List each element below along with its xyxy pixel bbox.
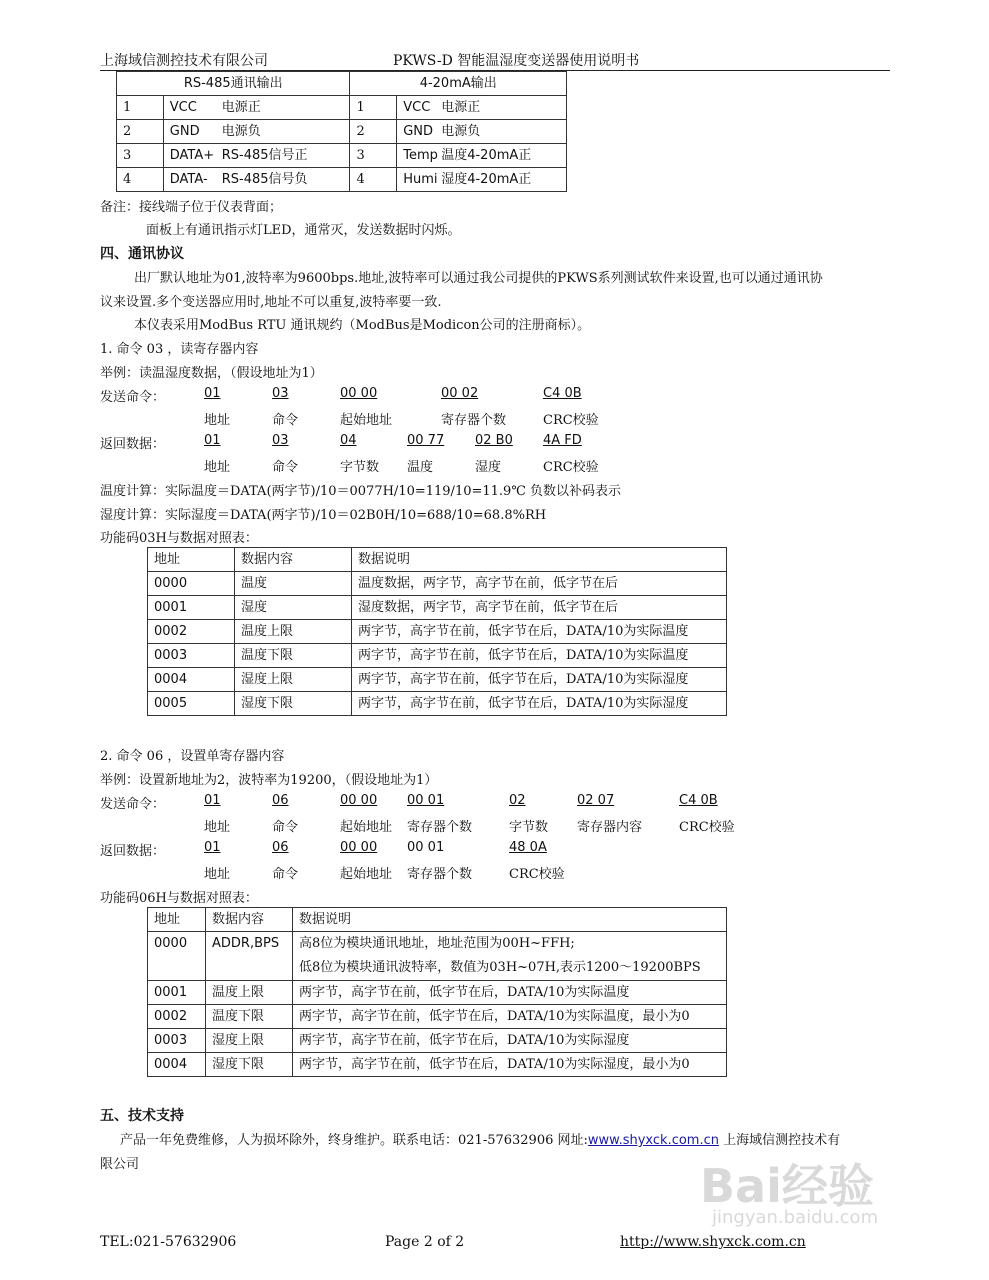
cmd06-send-byte: 01 (204, 793, 221, 808)
cmd06-recv-byte: 01 (204, 840, 221, 855)
cmd06-recv-byte: 00 01 (407, 840, 445, 855)
cmd06-send-byte: 02 07 (577, 793, 615, 808)
func06-table (147, 907, 727, 1077)
cmd06-recv-label: 返回数据： (100, 844, 166, 859)
table-row: 0000 ADDR,BPS 高8位为模块通讯地址，地址范围为00H~FFH; 低8位为模块通讯波特率，数值为03H~07H,表示1200～19200BPS (148, 932, 727, 981)
table-row: 0003 温度下限 两字节，高字节在前，低字节在后，DATA/10为实际温度 (148, 644, 727, 668)
cmd03-send-byte: 00 02 (441, 386, 479, 401)
table-row: 0001 温度上限 两字节，高字节在前，低字节在后，DATA/10为实际温度 (148, 981, 727, 1005)
cmd06-send-byte: 00 00 (340, 793, 378, 808)
pin-number: 3 (350, 144, 397, 168)
cmd03-send-desc: 命令 (272, 413, 299, 428)
cmd03-send-desc: 地址 (204, 413, 231, 428)
support-paragraph: 产品一年免费维修，人为损坏除外，终身维护。联系电话：021-57632906 网址:www.shyxck.com.cn 上海域信测控技术有 (120, 1133, 841, 1148)
pin-number: 1 (117, 96, 164, 120)
table-row (117, 120, 567, 144)
pin-number: 4 (117, 168, 164, 192)
pin-signal: VCC 电源正 (163, 96, 350, 120)
col-header: 数据说明 (293, 908, 727, 932)
pin-signal: DATA+ RS-485信号正 (163, 144, 350, 168)
pin-number: 1 (350, 96, 397, 120)
cmd03-recv-desc: CRC校验 (543, 460, 599, 475)
cmd06-send-desc: 命令 (272, 820, 299, 835)
cmd03-recv-byte: 02 B0 (475, 433, 513, 448)
pin-signal: DATA- RS-485信号负 (163, 168, 350, 192)
footer-url[interactable]: http://www.shyxck.com.cn (620, 1234, 806, 1250)
table-row: 0004 湿度上限 两字节，高字节在前，低字节在后，DATA/10为实际湿度 (148, 668, 727, 692)
table03-title: 功能码03H与数据对照表： (100, 531, 258, 546)
pin-signal: Humi 湿度4-20mA正 (397, 168, 567, 192)
cmd03-recv-byte: 4A FD (543, 433, 582, 448)
cmd06-recv-byte: 06 (272, 840, 289, 855)
col-header: 数据说明 (352, 548, 727, 572)
cmd06-recv-desc: 寄存器个数 (407, 867, 473, 882)
website-link[interactable]: www.shyxck.com.cn (587, 1133, 719, 1148)
cmd06-recv-desc: CRC校验 (509, 867, 565, 882)
cmd06-send-desc: 字节数 (509, 820, 549, 835)
pin-signal: GND 电源负 (163, 120, 350, 144)
desc-line: 低8位为模块通讯波特率，数值为03H~07H,表示1200～19200BPS (299, 960, 701, 975)
pin-signal: GND 电源负 (397, 120, 567, 144)
cmd03-send-byte: 03 (272, 386, 289, 401)
pin-number: 4 (350, 168, 397, 192)
baidu-watermark-domain: jingyan.baidu.com (712, 1207, 879, 1228)
cmd03-recv-desc: 湿度 (475, 460, 502, 475)
cmd03-send-byte: 01 (204, 386, 221, 401)
pin-number: 2 (350, 120, 397, 144)
temp-calc: 温度计算：实际温度＝DATA(两字节)/10＝0077H/10=119/10=11.9℃ 负数以补码表示 (100, 484, 621, 499)
pin-signal: VCC 电源正 (397, 96, 567, 120)
table-row: 0002 温度上限 两字节，高字节在前，低字节在后，DATA/10为实际温度 (148, 620, 727, 644)
cmd06-title: 2. 命令 06 ，设置单寄存器内容 (100, 749, 285, 764)
table-row: 0005 湿度下限 两字节，高字节在前，低字节在后，DATA/10为实际湿度 (148, 692, 727, 716)
table-row (117, 168, 567, 192)
cmd06-recv-desc: 地址 (204, 867, 231, 882)
cmd06-send-byte: 02 (509, 793, 526, 808)
cmd03-recv-byte: 04 (340, 433, 357, 448)
header-company: 上海域信测控技术有限公司 (100, 53, 268, 69)
cmd06-send-desc: CRC校验 (679, 820, 735, 835)
cmd06-send-byte: 00 01 (407, 793, 445, 808)
section5-title: 五、技术支持 (100, 1108, 184, 1124)
table06-title: 功能码06H与数据对照表： (100, 891, 258, 906)
pin-number: 3 (117, 144, 164, 168)
cmd03-title: 1. 命令 03 ，读寄存器内容 (100, 342, 259, 357)
cmd03-send-desc: 起始地址 (340, 413, 393, 428)
cmd03-recv-byte: 03 (272, 433, 289, 448)
cmd03-recv-desc: 地址 (204, 460, 231, 475)
cmd06-send-desc: 起始地址 (340, 820, 393, 835)
cmd06-recv-desc: 起始地址 (340, 867, 393, 882)
cmd06-example: 举例：设置新地址为2，波特率为19200，（假设地址为1） (100, 773, 438, 788)
cmd03-recv-desc: 字节数 (340, 460, 380, 475)
desc-line: 高8位为模块通讯地址，地址范围为00H~FFH; (299, 936, 575, 951)
protocol-paragraph-1a: 出厂默认地址为01,波特率为9600bps.地址,波特率可以通过我公司提供的PKWS系列测试软件来设置,也可以通过通讯协 (134, 271, 823, 286)
footer-page-number: Page 2 of 2 (385, 1234, 465, 1250)
cmd03-send-desc: 寄存器个数 (441, 413, 507, 428)
cmd06-recv-byte: 48 0A (509, 840, 547, 855)
cmd06-send-desc: 地址 (204, 820, 231, 835)
note-line-1: 备注：接线端子位于仪表背面； (100, 200, 283, 215)
cmd03-recv-desc: 温度 (407, 460, 434, 475)
cmd06-recv-desc: 命令 (272, 867, 299, 882)
table-row: 0004 湿度下限 两字节，高字节在前，低字节在后，DATA/10为实际湿度，最小为0 (148, 1053, 727, 1077)
cmd03-recv-label: 返回数据： (100, 437, 166, 452)
cmd06-send-label: 发送命令： (100, 797, 166, 812)
header-doc-title: PKWS-D 智能温湿度变送器使用说明书 (393, 53, 640, 69)
out420-title: 4-20mA输出 (350, 72, 567, 96)
note-line-2: 面板上有通讯指示灯LED，通常灭，发送数据时闪烁。 (146, 223, 461, 238)
baidu-watermark-logo: Bai经验 (700, 1159, 874, 1213)
cmd03-recv-byte: 00 77 (407, 433, 445, 448)
col-header: 地址 (148, 548, 235, 572)
func03-table (147, 547, 727, 716)
protocol-paragraph-2: 本仪表采用ModBus RTU 通讯规约（ModBus是Modicon公司的注册商标）。 (134, 318, 591, 333)
wiring-table (116, 71, 567, 192)
col-header: 数据内容 (206, 908, 293, 932)
cmd06-send-byte: 06 (272, 793, 289, 808)
table-row (117, 96, 567, 120)
protocol-paragraph-1b: 议来设置.多个变送器应用时,地址不可以重复,波特率要一致. (100, 295, 442, 310)
cmd06-send-desc: 寄存器内容 (577, 820, 643, 835)
humi-calc: 湿度计算：实际湿度＝DATA(两字节)/10＝02B0H/10=688/10=68.8%RH (100, 508, 547, 523)
cmd06-send-desc: 寄存器个数 (407, 820, 473, 835)
cmd03-send-byte: 00 00 (340, 386, 378, 401)
pin-number: 2 (117, 120, 164, 144)
rs485-title: RS-485通讯输出 (117, 72, 350, 96)
cmd03-recv-byte: 01 (204, 433, 221, 448)
cmd06-send-byte: C4 0B (679, 793, 718, 808)
footer-tel: TEL:021-57632906 (100, 1234, 237, 1250)
table-row: 0000 温度 温度数据，两字节，高字节在前，低字节在后 (148, 572, 727, 596)
table-row: 0003 湿度上限 两字节，高字节在前，低字节在后，DATA/10为实际湿度 (148, 1029, 727, 1053)
table-row: 0001 湿度 湿度数据，两字节，高字节在前，低字节在后 (148, 596, 727, 620)
cmd03-example: 举例：读温湿度数据，（假设地址为1） (100, 366, 323, 381)
cmd03-recv-desc: 命令 (272, 460, 299, 475)
support-paragraph-cont: 限公司 (100, 1157, 140, 1172)
cmd03-send-desc: CRC校验 (543, 413, 599, 428)
pin-signal: Temp 温度4-20mA正 (397, 144, 567, 168)
col-header: 数据内容 (235, 548, 352, 572)
cmd03-send-label: 发送命令： (100, 390, 166, 405)
cmd06-recv-byte: 00 00 (340, 840, 378, 855)
table-row: 0002 温度下限 两字节，高字节在前，低字节在后，DATA/10为实际温度，最小为0 (148, 1005, 727, 1029)
cmd03-send-byte: C4 0B (543, 386, 582, 401)
section4-title: 四、通讯协议 (100, 246, 184, 262)
col-header: 地址 (148, 908, 206, 932)
table-row (117, 144, 567, 168)
